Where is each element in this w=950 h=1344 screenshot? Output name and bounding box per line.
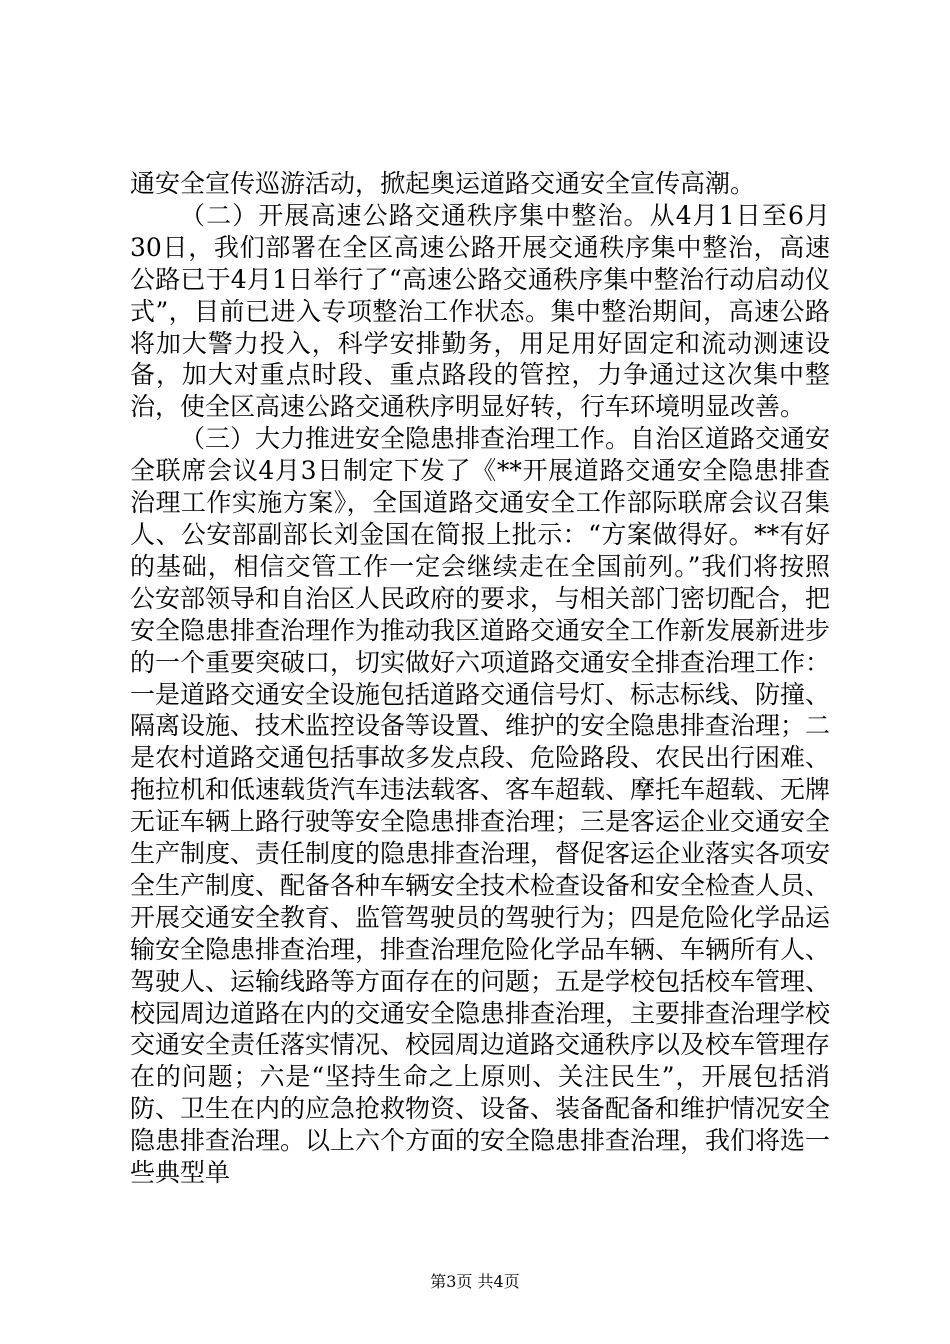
paragraph-1: 通安全宣传巡游活动，掀起奥运道路交通安全宣传高潮。 — [130, 169, 756, 198]
page-number-footer: 第3页 共4页 — [430, 1272, 520, 1291]
paragraph-2: （二）开展高速公路交通秩序集中整治。从4月1日至6月30日，我们部署在全区高速公路开展交通秩序集中整治，高速公路已于4月1日举行了“高速公路交通秩序集中整治行动启动仪式”，目前已进入专项整治工作状态。集中整治期间，高速公路将加大警力投入，科学安排勤务，用足用好固定和流动测速设备，加大对重点时段、重点路段的管控，力争通过这次集中整治，使全区高速公路交通秩序明显好转，行车环境明显改善。 — [130, 200, 830, 422]
paragraph-3: （三）大力推进安全隐患排查治理工作。自治区道路交通安全联席会议4月3日制定下发了《**开展道路交通安全隐患排查治理工作实施方案》，全国道路交通安全工作部际联席会议召集人、公安部副部长刘金国在简报上批示：“方案做得好。**有好的基础，相信交管工作一定会继续走在全国前列。”我们将按照公安部领导和自治区人民政府的要求，与相关部门密切配合，把安全隐患排查治理作为推动我区道路交通安全工作新发展新进步的一个重要突破口，切实做好六项道路交通安全排查治理工作：一是道路交通安全设施包括道路交通信号灯、标志标线、防撞、隔离设施、技术监控设备等设置、维护的安全隐患排查治理；二是农村道路交通包括事故多发点段、危险路段、农民出行困难、拖拉机和低速载货汽车违法载客、客车超载、摩托车超载、无牌无证车辆上路行驶等安全隐患排查治理；三是客运企业交通安全生产制度、责任制度的隐患排查治理，督促客运企业落实各项安全生产制度、配备各种车辆安全技术检查设备和安全检查人员、开展交通安全教育、监管驾驶员的驾驶行为；四是危险化学品运输安全隐患排查治理，排查治理危险化学品车辆、车辆所有人、驾驶人、运输线路等方面存在的问题；五是学校包括校车管理、校园周边道路在内的交通安全隐患排查治理，主要排查治理学校交通安全责任落实情况、校园周边道路交通秩序以及校车管理存在的问题；六是“坚持生命之上原则、关注民生”，开展包括消防、卫生在内的应急抢救物资、设备、装备配备和维护情况安全隐患排查治理。以上六个方面的安全隐患排查治理，我们将选一些典型单 — [130, 424, 831, 1188]
document-body — [130, 168, 830, 1189]
